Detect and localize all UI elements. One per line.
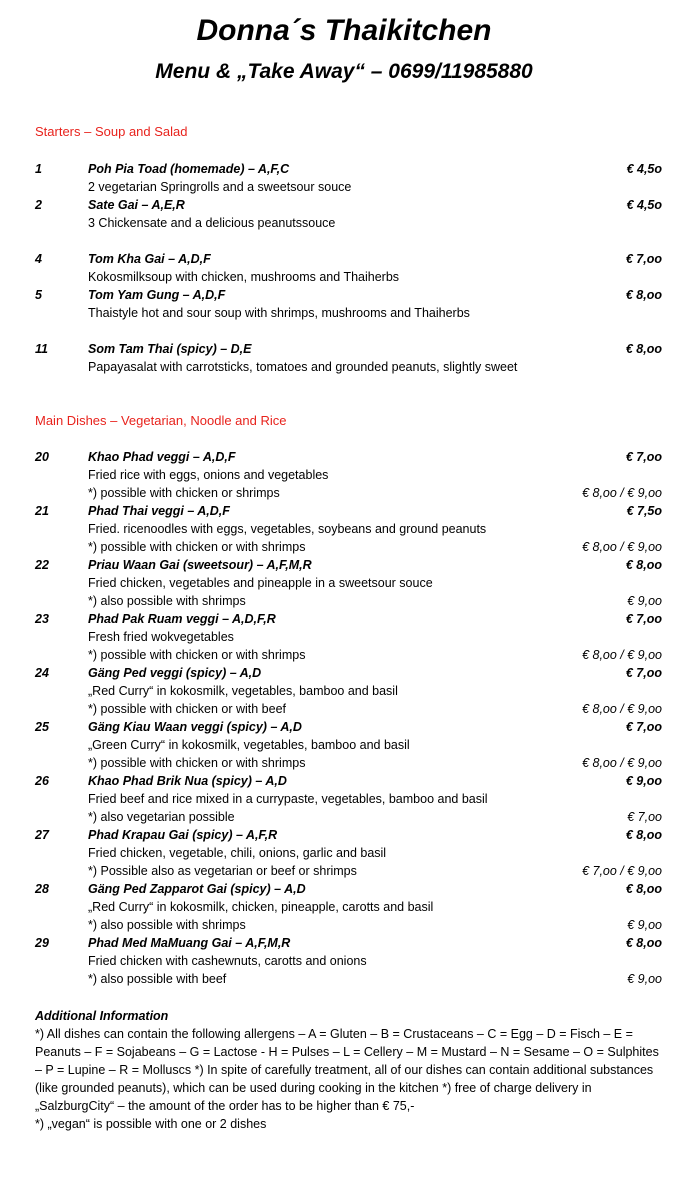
item-detail-row [0, 304, 688, 322]
vegan-note: *) „vegan“ is possible with one or 2 dishes [35, 1117, 267, 1131]
item-detail-row [0, 358, 688, 376]
menu-item-row [0, 196, 688, 214]
item-detail-row [0, 178, 688, 196]
menu-item-row [0, 502, 688, 520]
section-title: Starters – Soup and Salad [35, 124, 188, 139]
item-description: *) possible with chicken or shrimps [88, 486, 280, 500]
item-description: Fried rice with eggs, onions and vegetables [88, 468, 329, 482]
item-detail-row [0, 916, 688, 934]
item-detail-row [0, 952, 688, 970]
item-price: € 8,oo [625, 342, 662, 356]
option-price: € 9,oo [627, 594, 662, 608]
option-price: € 8,oo / € 9,oo [582, 702, 662, 716]
item-name: Tom Yam Gung – A,D,F [88, 288, 226, 302]
menu-item-row [0, 286, 688, 304]
item-name: Khao Phad Brik Nua (spicy) – A,D [88, 774, 287, 788]
menu-item-row [0, 610, 688, 628]
menu-item-row [0, 718, 688, 736]
menu-item-row [0, 880, 688, 898]
item-price: € 7,oo [625, 612, 662, 626]
item-detail-row [0, 268, 688, 286]
item-price: € 7,oo [625, 450, 662, 464]
item-detail-row [0, 538, 688, 556]
item-name: Phad Krapau Gai (spicy) – A,F,R [88, 828, 278, 842]
item-description: *) Possible also as vegetarian or beef or shrimps [88, 864, 357, 878]
menu-item-row [0, 772, 688, 790]
item-description: Fresh fried wokvegetables [88, 630, 234, 644]
item-detail-row [0, 592, 688, 610]
item-detail-row [0, 754, 688, 772]
item-price: € 7,5o [626, 504, 662, 518]
item-number: 28 [35, 882, 49, 896]
item-description: 3 Chickensate and a delicious peanutssouce [88, 216, 336, 230]
item-price: € 9,oo [625, 774, 662, 788]
item-price: € 7,oo [625, 720, 662, 734]
item-detail-row [0, 682, 688, 700]
item-description: „Red Curry“ in kokosmilk, vegetables, bamboo and basil [88, 684, 398, 698]
item-description: Fried chicken, vegetables and pineapple in a sweetsour souce [88, 576, 433, 590]
item-number: 24 [35, 666, 49, 680]
item-description: Fried beef and rice mixed in a currypaste, vegetables, bamboo and basil [88, 792, 488, 806]
item-number: 26 [35, 774, 49, 788]
item-name: Phad Med MaMuang Gai – A,F,M,R [88, 936, 291, 950]
item-detail-row [0, 484, 688, 502]
item-detail-row [0, 736, 688, 754]
menu-item-row [0, 826, 688, 844]
menu-item-row [0, 448, 688, 466]
item-name: Tom Kha Gai – A,D,F [88, 252, 211, 266]
item-description: „Green Curry“ in kokosmilk, vegetables, bamboo and basil [88, 738, 410, 752]
item-description: Papayasalat with carrotsticks, tomatoes and grounded peanuts, slightly sweet [88, 360, 518, 374]
item-detail-row [0, 862, 688, 880]
item-name: Khao Phad veggi – A,D,F [88, 450, 236, 464]
item-number: 27 [35, 828, 49, 842]
item-description: *) also vegetarian possible [88, 810, 235, 824]
menu-item-row [0, 556, 688, 574]
item-price: € 8,oo [625, 558, 662, 572]
additional-info-text: *) All dishes can contain the following allergens – A = Gluten – B = Crustaceans – C = Egg – D = Fisch – E = Peanuts – F = Sojabeans – G = Lactose - H = Pulses – L = Cellery – M = Mustard – N = Sesame – O = Sulphites – P = Lupine – R = Molluscs *) In spite of carefully treatment, all of our dishes can contain additional substances (like grounded peanuts), which can be used during cooking in the kitchen *) free of charge delivery in „SalzburgCity“ – the amount of the order has to be higher than € 75,- [35, 1027, 659, 1113]
menu-item-row [0, 664, 688, 682]
item-number: 5 [35, 288, 42, 302]
additional-info [35, 1007, 663, 1133]
item-description: *) also possible with shrimps [88, 594, 246, 608]
item-detail-row [0, 646, 688, 664]
item-number: 4 [35, 252, 42, 266]
item-detail-row [0, 466, 688, 484]
item-description: „Red Curry“ in kokosmilk, chicken, pineapple, carotts and basil [88, 900, 434, 914]
section-title: Main Dishes – Vegetarian, Noodle and Rice [35, 413, 287, 428]
item-price: € 4,5o [626, 198, 662, 212]
option-price: € 8,oo / € 9,oo [582, 648, 662, 662]
item-number: 25 [35, 720, 49, 734]
item-name: Gäng Ped Zapparot Gai (spicy) – A,D [88, 882, 306, 896]
item-detail-row [0, 898, 688, 916]
additional-info-title: Additional Information [35, 1009, 169, 1023]
item-detail-row [0, 790, 688, 808]
item-description: Fried. ricenoodles with eggs, vegetables, soybeans and ground peanuts [88, 522, 487, 536]
option-price: € 7,oo [627, 810, 662, 824]
item-description: Kokosmilksoup with chicken, mushrooms and Thaiherbs [88, 270, 400, 284]
item-price: € 8,oo [625, 936, 662, 950]
page-subtitle: Menu & „Take Away“ – 0699/11985880 [155, 60, 533, 83]
item-detail-row [0, 628, 688, 646]
item-name: Som Tam Thai (spicy) – D,E [88, 342, 252, 356]
item-detail-row [0, 700, 688, 718]
item-number: 20 [35, 450, 49, 464]
item-detail-row [0, 520, 688, 538]
menu-item-row [0, 934, 688, 952]
item-number: 29 [35, 936, 49, 950]
menu-item-row [0, 340, 688, 358]
item-name: Gäng Ped veggi (spicy) – A,D [88, 666, 262, 680]
menu-item-row [0, 250, 688, 268]
option-price: € 7,oo / € 9,oo [582, 864, 662, 878]
option-price: € 9,oo [627, 918, 662, 932]
option-price: € 9,oo [627, 972, 662, 986]
item-price: € 4,5o [626, 162, 662, 176]
item-description: *) also possible with beef [88, 972, 227, 986]
item-description: *) possible with chicken or with beef [88, 702, 287, 716]
item-price: € 8,oo [625, 288, 662, 302]
item-price: € 8,oo [625, 882, 662, 896]
item-number: 22 [35, 558, 49, 572]
item-price: € 8,oo [625, 828, 662, 842]
option-price: € 8,oo / € 9,oo [582, 756, 662, 770]
item-name: Priau Waan Gai (sweetsour) – A,F,M,R [88, 558, 312, 572]
item-description: Fried chicken with cashewnuts, carotts and onions [88, 954, 367, 968]
item-number: 1 [35, 162, 42, 176]
item-name: Gäng Kiau Waan veggi (spicy) – A,D [88, 720, 302, 734]
menu-item-row [0, 160, 688, 178]
item-number: 2 [35, 198, 42, 212]
item-name: Phad Pak Ruam veggi – A,D,F,R [88, 612, 276, 626]
item-name: Sate Gai – A,E,R [88, 198, 185, 212]
item-number: 23 [35, 612, 49, 626]
item-description: *) also possible with shrimps [88, 918, 246, 932]
page-title: Donna´s Thaikitchen [196, 14, 492, 47]
item-price: € 7,oo [625, 666, 662, 680]
item-name: Phad Thai veggi – A,D,F [88, 504, 230, 518]
option-price: € 8,oo / € 9,oo [582, 540, 662, 554]
item-description: *) possible with chicken or with shrimps [88, 756, 306, 770]
item-description: *) possible with chicken or with shrimps [88, 648, 306, 662]
item-detail-row [0, 970, 688, 988]
item-detail-row [0, 844, 688, 862]
item-name: Poh Pia Toad (homemade) – A,F,C [88, 162, 290, 176]
item-description: 2 vegetarian Springrolls and a sweetsour souce [88, 180, 352, 194]
item-detail-row [0, 214, 688, 232]
item-description: *) possible with chicken or with shrimps [88, 540, 306, 554]
item-description: Thaistyle hot and sour soup with shrimps, mushrooms and Thaiherbs [88, 306, 470, 320]
option-price: € 8,oo / € 9,oo [582, 486, 662, 500]
item-number: 21 [35, 504, 49, 518]
item-detail-row [0, 574, 688, 592]
item-description: Fried chicken, vegetable, chili, onions, garlic and basil [88, 846, 387, 860]
item-number: 11 [35, 342, 48, 356]
item-detail-row [0, 808, 688, 826]
item-price: € 7,oo [625, 252, 662, 266]
